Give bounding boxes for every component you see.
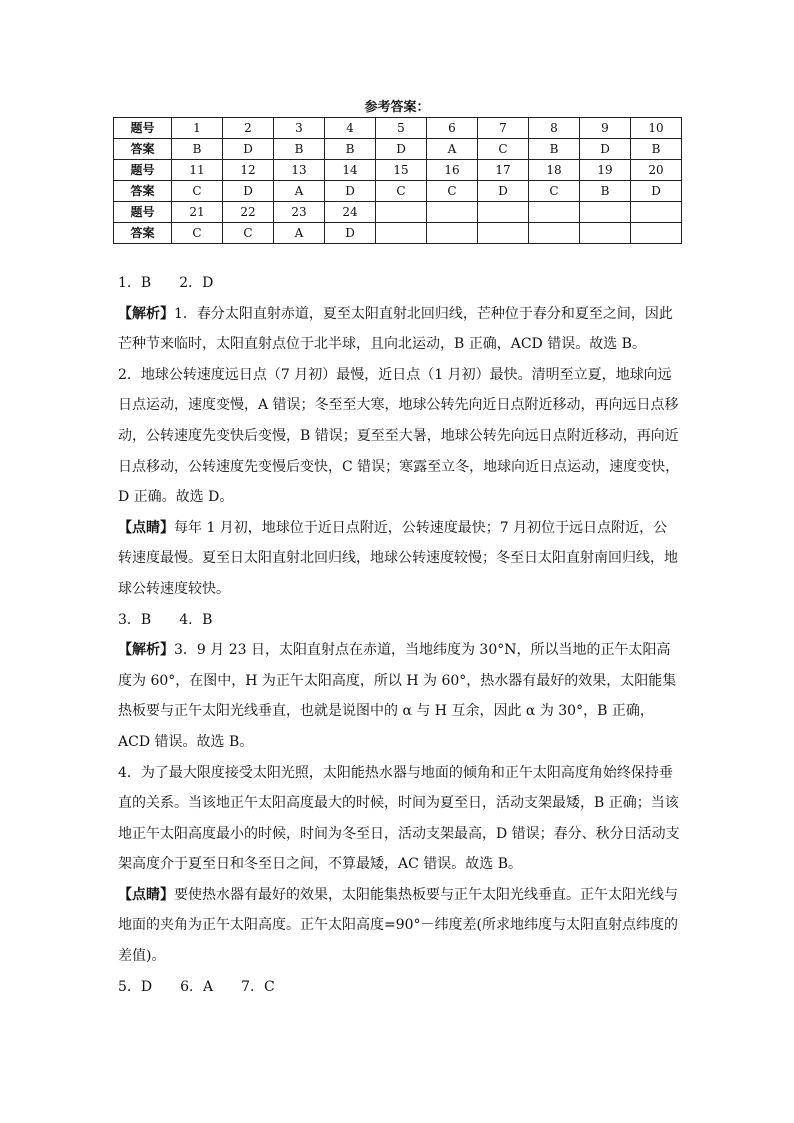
table-cell: C	[223, 223, 274, 244]
table-cell: 4	[325, 118, 376, 139]
paragraph	[118, 605, 680, 636]
table-cell: B	[529, 139, 580, 160]
table-cell	[376, 223, 427, 244]
table-cell: 23	[274, 202, 325, 223]
answer-key-title: 参考答案：	[364, 100, 430, 115]
table-cell: 15	[376, 160, 427, 181]
table-row	[114, 181, 682, 202]
paragraph-text: 3．9 月 23 日，太阳直射点在赤道，当地纬度为 30°N，所以当地的正午太阳高度为 60°，在图中，H 为正午太阳高度，所以 H 为 60°，热水器有最好的效果，太阳能集热板要与正午太阳光线垂直，也就是说图中的 α 与 H 互余，因此 α 为 30°，B 正确，ACD 错误。故选 B。	[118, 642, 677, 750]
table-row	[114, 118, 682, 139]
paragraph	[118, 360, 680, 513]
table-row	[114, 160, 682, 181]
paragraph-text: 1．B 2．D	[118, 275, 214, 291]
table-cell	[631, 202, 682, 223]
table-cell: D	[478, 181, 529, 202]
row-header-cell: 题号	[114, 160, 172, 181]
table-cell: C	[529, 181, 580, 202]
table-cell	[427, 223, 478, 244]
table-cell: D	[325, 181, 376, 202]
table-cell: 3	[274, 118, 325, 139]
table-cell: 1	[172, 118, 223, 139]
paragraph	[118, 268, 680, 299]
paragraph-text: 5．D 6．A 7．C	[118, 978, 275, 995]
table-row	[114, 139, 682, 160]
table-cell: B	[580, 181, 631, 202]
section-tag: 【解析】	[118, 642, 174, 659]
table-cell: B	[172, 139, 223, 160]
table-cell: 8	[529, 118, 580, 139]
table-cell	[376, 202, 427, 223]
table-cell: C	[427, 181, 478, 202]
table-cell	[529, 223, 580, 244]
paragraph-text: 2．地球公转速度远日点（7 月初）最慢，近日点（1 月初）最快。清明至立夏，地球向远日点运动，速度变慢，A 错误；冬至至大寒，地球公转先向近日点附近移动，再向远日点移动，公转速度先变快后变慢，B 错误；夏至至大暑，地球公转先向远日点附近移动，再向近日点移动，公转速度先变慢后变快，C 错误；寒露至立冬，地球向近日点运动，速度变快，D 正确。故选 D。	[118, 366, 680, 506]
explanation-content	[118, 268, 680, 1002]
table-cell: 24	[325, 202, 376, 223]
row-header-cell: 答案	[114, 181, 172, 202]
row-header-cell: 答案	[114, 139, 172, 160]
row-header-cell: 题号	[114, 118, 172, 139]
section-tag: 【点睛】	[118, 519, 174, 536]
table-cell: 19	[580, 160, 631, 181]
table-cell	[427, 202, 478, 223]
table-cell	[478, 223, 529, 244]
table-cell: B	[274, 139, 325, 160]
table-cell	[478, 202, 529, 223]
table-cell	[580, 223, 631, 244]
paragraph	[118, 880, 680, 972]
table-cell: C	[376, 181, 427, 202]
table-cell: 12	[223, 160, 274, 181]
table-cell	[631, 223, 682, 244]
table-row	[114, 223, 682, 244]
paragraph	[118, 972, 680, 1003]
table-cell: A	[274, 181, 325, 202]
table-cell: 10	[631, 118, 682, 139]
table-cell: D	[580, 139, 631, 160]
table-cell: C	[172, 223, 223, 244]
table-cell: 2	[223, 118, 274, 139]
answer-table	[113, 117, 682, 244]
table-cell: 22	[223, 202, 274, 223]
table-cell: B	[631, 139, 682, 160]
table-cell	[529, 202, 580, 223]
table-cell: 16	[427, 160, 478, 181]
table-cell: C	[478, 139, 529, 160]
row-header-cell: 题号	[114, 202, 172, 223]
table-cell: 5	[376, 118, 427, 139]
table-cell: B	[325, 139, 376, 160]
section-tag: 【点睛】	[118, 886, 174, 903]
table-cell: D	[376, 139, 427, 160]
table-cell: 11	[172, 160, 223, 181]
table-cell: 18	[529, 160, 580, 181]
table-row	[114, 202, 682, 223]
table-cell: 14	[325, 160, 376, 181]
paragraph	[118, 513, 680, 605]
table-cell: 7	[478, 118, 529, 139]
paragraph	[118, 635, 680, 757]
table-cell: A	[274, 223, 325, 244]
paragraph	[118, 758, 680, 880]
paragraph-text: 4．为了最大限度接受太阳光照，太阳能热水器与地面的倾角和正午太阳高度角始终保持垂直的关系。当该地正午太阳高度最大的时候，时间为夏至日，活动支架最矮，B 正确；当该地正午太阳高度最小的时候，时间为冬至日，活动支架最高，D 错误；春分、秋分日活动支架高度介于夏至日和冬至日之间，不算最矮，AC 错误。故选 B。	[118, 764, 680, 873]
section-tag: 【解析】	[118, 305, 174, 322]
table-cell: 20	[631, 160, 682, 181]
table-cell: D	[631, 181, 682, 202]
table-cell: C	[172, 181, 223, 202]
row-header-cell: 答案	[114, 223, 172, 244]
table-cell: 6	[427, 118, 478, 139]
table-cell: D	[223, 139, 274, 160]
table-cell: D	[223, 181, 274, 202]
table-cell: A	[427, 139, 478, 160]
paragraph-text: 1．春分太阳直射赤道，夏至太阳直射北回归线，芒种位于春分和夏至之间，因此芒种节来临时，太阳直射点位于北半球，且向北运动，B 正确，ACD 错误。故选 B。	[118, 305, 673, 353]
paragraph-text: 要使热水器有最好的效果，太阳能集热板要与正午太阳光线垂直。正午太阳光线与地面的夹角为正午太阳高度。正午太阳高度=90°－纬度差(所求地纬度与太阳直射点纬度的差值)。	[118, 886, 679, 965]
paragraph	[118, 299, 680, 360]
paragraph-text: 3．B 4．B	[118, 611, 213, 628]
table-cell: 9	[580, 118, 631, 139]
table-cell: D	[325, 223, 376, 244]
table-cell: 17	[478, 160, 529, 181]
table-cell: 21	[172, 202, 223, 223]
table-cell: 13	[274, 160, 325, 181]
table-cell	[580, 202, 631, 223]
paragraph-text: 每年 1 月初，地球位于近日点附近，公转速度最快；7 月初位于远日点附近，公转速度最慢。夏至日太阳直射北回归线，地球公转速度较慢；冬至日太阳直射南回归线，地球公转速度较快。	[118, 519, 678, 597]
